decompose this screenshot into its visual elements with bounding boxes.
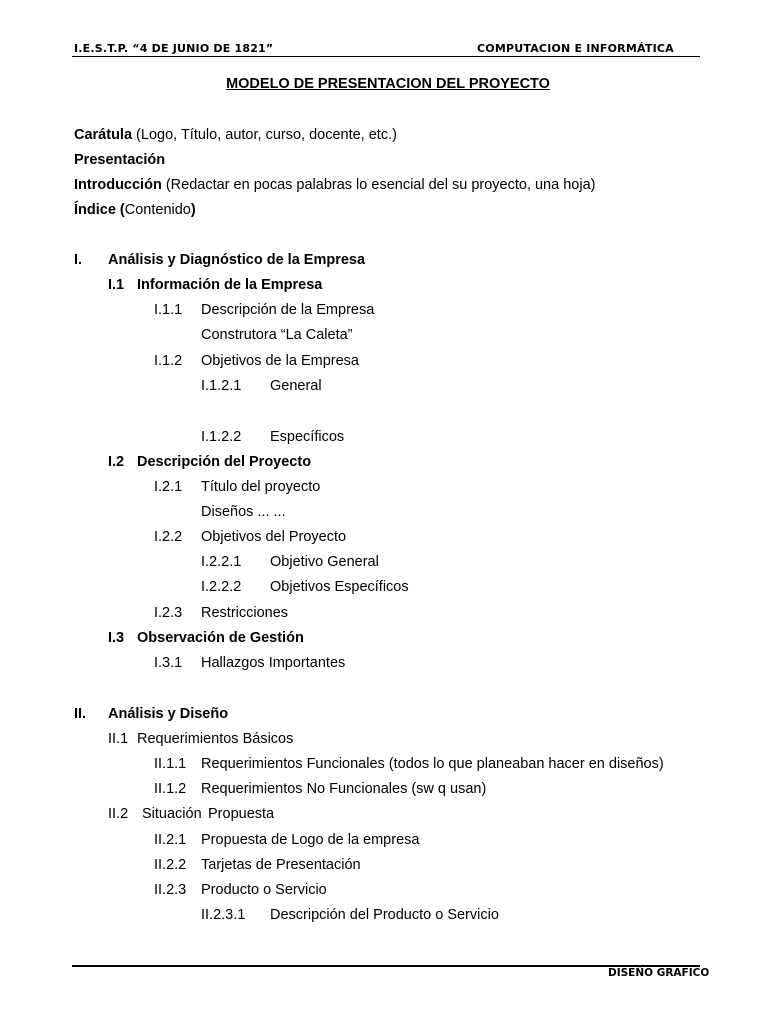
section-1-2-2-1-num: I.2.2.1 bbox=[201, 554, 242, 570]
section-2-1-title: Requerimientos Básicos bbox=[137, 731, 294, 747]
header-institution: I.E.S.T.P. “4 DE JUNIO DE 1821” bbox=[74, 42, 274, 55]
section-2-2-1-num: II.2.1 bbox=[154, 832, 187, 848]
section-2-num: II. bbox=[74, 706, 87, 722]
section-1-1-title: Información de la Empresa bbox=[137, 277, 323, 293]
section-1-1-2-2-num: I.1.2.2 bbox=[201, 429, 242, 445]
caratula-line bbox=[74, 126, 397, 144]
section-1-2-1-num: I.2.1 bbox=[154, 479, 183, 495]
header-divider bbox=[72, 56, 700, 57]
section-1-2-1-detail: Diseños ... ... bbox=[201, 504, 286, 520]
section-1-2-3-title: Restricciones bbox=[201, 605, 289, 621]
section-1-2-num: I.2 bbox=[108, 454, 125, 470]
section-1-2-2-2-title: Objetivos Específicos bbox=[270, 579, 409, 595]
section-2-1-2-num: II.1.2 bbox=[154, 781, 187, 797]
introduccion-label: Introducción bbox=[74, 177, 162, 193]
section-2-2-2-title: Tarjetas de Presentación bbox=[201, 857, 361, 873]
presentacion-label: Presentación bbox=[74, 152, 166, 168]
section-1-3-1-title: Hallazgos Importantes bbox=[201, 655, 346, 671]
section-1-3-1-num: I.3.1 bbox=[154, 655, 183, 671]
section-2-2-2-num: II.2.2 bbox=[154, 857, 187, 873]
section-1-1-2-1-title: General bbox=[270, 378, 322, 394]
footer-divider bbox=[72, 965, 700, 967]
section-2-1-1-title: Requerimientos Funcionales (todos lo que planeaban hacer en diseños) bbox=[201, 756, 664, 772]
header-department: COMPUTACION E INFORMÁTICA bbox=[477, 42, 674, 55]
section-2-2-num: II.2 bbox=[108, 806, 129, 822]
section-2-2-3-num: II.2.3 bbox=[154, 882, 187, 898]
section-1-1-1-num: I.1.1 bbox=[154, 302, 183, 318]
section-2-title: Análisis y Diseño bbox=[108, 706, 229, 722]
section-1-title: Análisis y Diagnóstico de la Empresa bbox=[108, 252, 366, 268]
section-2-1-2-title: Requerimientos No Funcionales (sw q usan) bbox=[201, 781, 487, 797]
caratula-label: Carátula bbox=[74, 127, 133, 143]
section-1-num: I. bbox=[74, 252, 83, 268]
section-1-2-3-num: I.2.3 bbox=[154, 605, 183, 621]
section-1-2-2-num: I.2.2 bbox=[154, 529, 183, 545]
introduccion-line bbox=[74, 176, 595, 194]
indice-label: Índice ( bbox=[74, 202, 125, 218]
section-1-1-1-title: Descripción de la Empresa bbox=[201, 302, 375, 318]
indice-close: ) bbox=[190, 202, 196, 218]
indice-line bbox=[74, 201, 196, 219]
section-2-2-title-b: Propuesta bbox=[208, 806, 275, 822]
section-1-2-1-title: Título del proyecto bbox=[201, 479, 321, 495]
caratula-text: (Logo, Título, autor, curso, docente, etc.) bbox=[132, 127, 397, 143]
footer-label: DISEÑO GRAFICO bbox=[608, 967, 710, 979]
section-1-1-2-title: Objetivos de la Empresa bbox=[201, 353, 359, 369]
section-1-2-2-title: Objetivos del Proyecto bbox=[201, 529, 347, 545]
section-2-1-1-num: II.1.1 bbox=[154, 756, 187, 772]
section-2-1-num: II.1 bbox=[108, 731, 129, 747]
section-1-1-1-detail: Construtora “La Caleta” bbox=[201, 327, 353, 343]
indice-text: Contenido bbox=[124, 202, 191, 218]
section-1-2-title: Descripción del Proyecto bbox=[137, 454, 312, 470]
section-1-2-2-2-num: I.2.2.2 bbox=[201, 579, 242, 595]
introduccion-text: (Redactar en pocas palabras lo esencial del su proyecto, una hoja) bbox=[161, 177, 596, 193]
document-title: MODELO DE PRESENTACION DEL PROYECTO bbox=[226, 76, 550, 92]
presentacion-line bbox=[74, 151, 165, 169]
section-2-2-3-1-num: II.2.3.1 bbox=[201, 907, 246, 923]
section-2-2-title-a: Situación bbox=[142, 806, 202, 822]
section-2-2-1-title: Propuesta de Logo de la empresa bbox=[201, 832, 420, 848]
section-1-3-num: I.3 bbox=[108, 630, 125, 646]
section-1-1-2-num: I.1.2 bbox=[154, 353, 183, 369]
section-1-3-title: Observación de Gestión bbox=[137, 630, 304, 646]
section-1-1-2-2-title: Específicos bbox=[270, 429, 345, 445]
section-1-1-2-1-num: I.1.2.1 bbox=[201, 378, 242, 394]
section-2-2-3-1-title: Descripción del Producto o Servicio bbox=[270, 907, 499, 923]
section-1-1-num: I.1 bbox=[108, 277, 125, 293]
section-2-2-3-title: Producto o Servicio bbox=[201, 882, 327, 898]
section-1-2-2-1-title: Objetivo General bbox=[270, 554, 379, 570]
